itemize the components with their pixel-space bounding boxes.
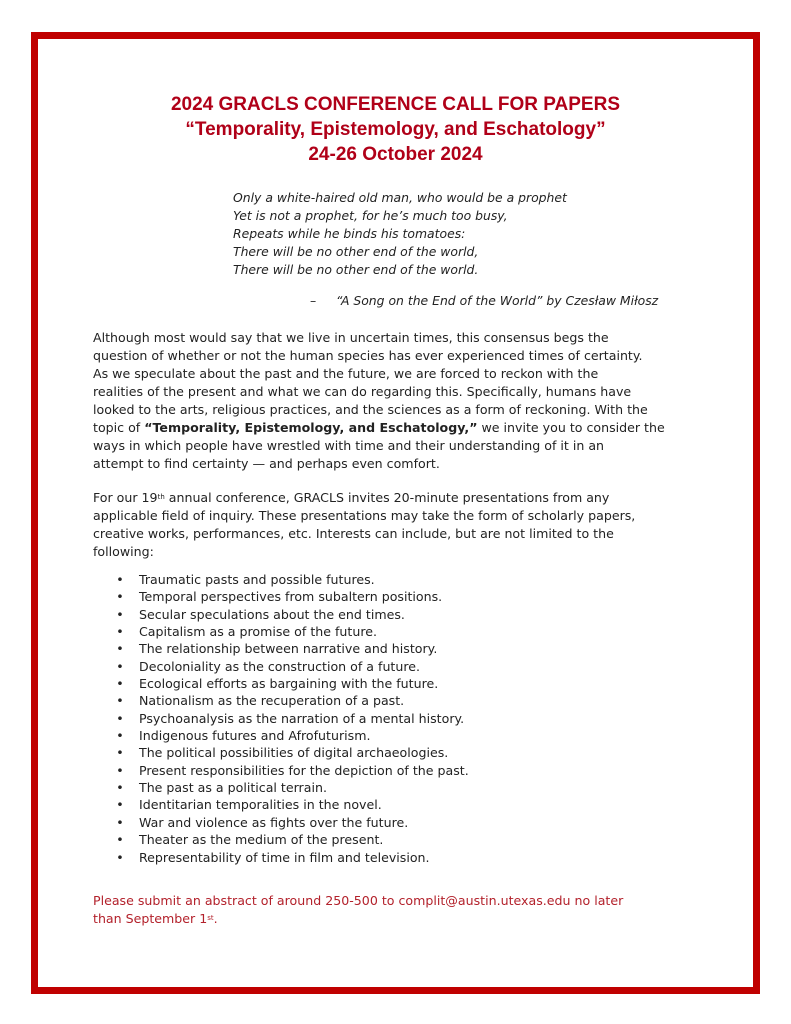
topic-text: Present responsibilities for the depiction of the past. [139, 762, 469, 778]
bullet-icon: • [116, 797, 124, 813]
topic-text: Identitarian temporalities in the novel. [139, 797, 382, 813]
bullet-icon: • [116, 676, 124, 692]
list-item [115, 658, 469, 675]
bullet-icon: • [116, 641, 124, 657]
list-item [115, 831, 469, 848]
paragraph-line [93, 892, 623, 910]
bullet-icon: • [116, 589, 124, 605]
bullet-icon: • [116, 849, 124, 865]
paragraph-line: looked to the arts, religious practices, and the sciences as a form of reckoning. With the [93, 402, 648, 417]
poem-line: Repeats while he binds his tomatoes: [233, 226, 466, 241]
text-segment: For our 19 [93, 490, 158, 505]
topic-text: The political possibilities of digital archaeologies. [139, 745, 449, 761]
bullet-icon: • [116, 572, 124, 587]
page-title [0, 92, 791, 167]
dash-icon: – [310, 293, 317, 308]
topic-text: Ecological efforts as bargaining with the future. [139, 676, 439, 692]
list-item [115, 571, 469, 588]
topic-text: War and violence as fights over the future. [139, 814, 409, 830]
paragraph-line [93, 489, 703, 507]
text-segment: Please submit an abstract of around 250-500 to [93, 893, 399, 908]
paragraph-line: following: [93, 544, 154, 559]
bullet-icon: • [116, 832, 124, 848]
paragraph-line: realities of the present and what we can do regarding this. Specifically, humans have [93, 384, 632, 399]
bullet-icon: • [116, 710, 124, 726]
topic-text: Secular speculations about the end times. [139, 606, 405, 622]
title-line-theme: “Temporality, Epistemology, and Eschatology” [185, 119, 606, 140]
intro-paragraph [93, 329, 703, 473]
bullet-icon: • [116, 745, 124, 761]
list-item [115, 623, 469, 640]
bullet-icon: • [116, 762, 124, 778]
title-line-dates: 24-26 October 2024 [308, 144, 483, 165]
paragraph-line: creative works, performances, etc. Interests can include, but are not limited to the [93, 526, 614, 541]
epigraph-attribution [310, 293, 658, 308]
poem-line: Only a white-haired old man, who would be a prophet [233, 190, 567, 205]
paragraph-line: attempt to find certainty — and perhaps even comfort. [93, 456, 440, 471]
list-item [115, 849, 469, 866]
topic-text: Nationalism as the recuperation of a past. [139, 693, 405, 709]
paragraph-line: Although most would say that we live in uncertain times, this consensus begs the [93, 330, 609, 345]
theme-emphasis: “Temporality, Epistemology, and Eschatology,” [144, 420, 478, 435]
paragraph-line: applicable field of inquiry. These presentations may take the form of scholarly papers, [93, 508, 636, 523]
ordinal-suffix: th [157, 493, 165, 501]
text-segment: topic of [93, 420, 145, 435]
paragraph-line: question of whether or not the human species has ever experienced times of certainty. [93, 348, 643, 363]
ordinal-suffix: st [207, 914, 214, 922]
list-item [115, 814, 469, 831]
topic-text: Temporal perspectives from subaltern positions. [139, 589, 443, 605]
bullet-icon: • [116, 814, 124, 830]
list-item [115, 692, 469, 709]
poem-line: There will be no other end of the world, [233, 244, 479, 259]
bullet-icon: • [116, 780, 124, 796]
list-item [115, 727, 469, 744]
list-item [115, 606, 469, 623]
topic-text: Capitalism as a promise of the future. [139, 624, 377, 640]
paragraph-line: As we speculate about the past and the future, we are forced to reckon with the [93, 366, 599, 381]
poem-line: There will be no other end of the world. [233, 262, 479, 277]
bullet-icon: • [116, 693, 124, 709]
poem-line: Yet is not a prophet, for he’s much too busy, [233, 208, 508, 223]
text-segment: no later [570, 893, 624, 908]
topic-text: Psychoanalysis as the narration of a mental history. [139, 710, 465, 726]
topic-text: The past as a political terrain. [139, 780, 327, 796]
topic-text: Decoloniality as the construction of a future. [139, 658, 420, 674]
list-item [115, 675, 469, 692]
submission-instructions [93, 892, 623, 928]
text-segment: . [213, 911, 218, 926]
topic-text: Theater as the medium of the present. [139, 832, 384, 848]
list-item [115, 640, 469, 657]
bullet-icon: • [116, 728, 124, 744]
paragraph-line [93, 910, 623, 928]
bullet-icon: • [116, 658, 124, 674]
bullet-icon: • [116, 624, 124, 640]
title-line-conference: 2024 GRACLS CONFERENCE CALL FOR PAPERS [170, 94, 621, 115]
list-item [115, 762, 469, 779]
list-item [115, 744, 469, 761]
topics-list [115, 571, 469, 866]
list-item [115, 710, 469, 727]
text-segment: annual conference, GRACLS invites 20-minute presentations from any [164, 490, 610, 505]
email-link[interactable]: complit@austin.utexas.edu [398, 893, 571, 908]
text-segment: we invite you to consider the [477, 420, 665, 435]
list-item [115, 779, 469, 796]
text-segment: than September 1 [93, 911, 208, 926]
topic-text: Representability of time in film and television. [139, 849, 430, 865]
topic-text: Indigenous futures and Afrofuturism. [139, 728, 371, 744]
list-item [115, 796, 469, 813]
bullet-icon: • [116, 606, 124, 622]
epigraph-poem [233, 189, 567, 279]
topic-text: The relationship between narrative and history. [139, 641, 438, 657]
invitation-paragraph [93, 489, 703, 561]
list-item [115, 588, 469, 605]
paragraph-line: ways in which people have wrestled with time and their understanding of it in an [93, 438, 605, 453]
topic-text: Traumatic pasts and possible futures. [139, 572, 375, 587]
paragraph-line [93, 419, 703, 437]
attribution-text: “A Song on the End of the World” by Czesław Miłosz [336, 293, 659, 308]
